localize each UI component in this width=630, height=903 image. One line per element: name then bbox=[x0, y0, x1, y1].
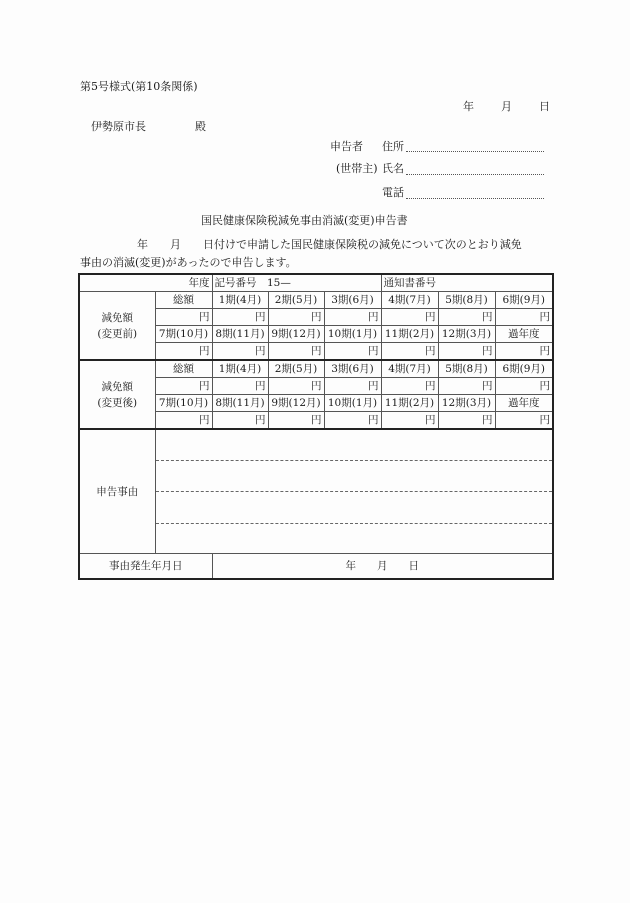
header-cell: 7期(10月) bbox=[155, 395, 212, 412]
amount-cell[interactable]: 円 bbox=[495, 343, 553, 361]
header-cell: 8期(11月) bbox=[212, 326, 268, 343]
amount-cell[interactable]: 円 bbox=[212, 309, 268, 326]
header-cell: 3期(6月) bbox=[324, 292, 381, 309]
notice-number-cell[interactable] bbox=[381, 274, 553, 292]
header-cell: 1期(4月) bbox=[212, 292, 268, 309]
amount-cell[interactable]: 円 bbox=[381, 412, 438, 430]
header-cell: 10期(1月) bbox=[324, 326, 381, 343]
header-cell: 8期(11月) bbox=[212, 395, 268, 412]
amount-cell[interactable]: 円 bbox=[212, 378, 268, 395]
intro-line-2: 事由の消滅(変更)があったので申告します。 bbox=[80, 256, 297, 269]
header-cell: 12期(3月) bbox=[438, 326, 495, 343]
reason-line-3 bbox=[156, 523, 553, 524]
occurrence-date-field[interactable]: 年 月 日 bbox=[212, 554, 553, 580]
amount-cell[interactable]: 円 bbox=[438, 309, 495, 326]
header-cell: 1期(4月) bbox=[212, 360, 268, 378]
amount-cell[interactable]: 円 bbox=[495, 309, 553, 326]
household-label: (世帯主) bbox=[336, 162, 378, 175]
date-month-label: 月 bbox=[501, 100, 512, 113]
amount-cell[interactable]: 円 bbox=[268, 378, 324, 395]
amount-cell[interactable]: 円 bbox=[268, 343, 324, 361]
amount-cell[interactable]: 円 bbox=[324, 378, 381, 395]
amount-cell[interactable]: 円 bbox=[438, 378, 495, 395]
header-cell: 2期(5月) bbox=[268, 360, 324, 378]
amount-cell[interactable]: 円 bbox=[324, 309, 381, 326]
amount-cell[interactable]: 円 bbox=[324, 343, 381, 361]
phone-label: 電話 bbox=[382, 186, 404, 199]
header-cell: 過年度 bbox=[495, 326, 553, 343]
header-cell: 2期(5月) bbox=[268, 292, 324, 309]
amount-cell[interactable]: 円 bbox=[212, 412, 268, 430]
header-cell: 11期(2月) bbox=[381, 326, 438, 343]
header-cell: 9期(12月) bbox=[268, 395, 324, 412]
code-number-cell[interactable] bbox=[212, 274, 381, 292]
after-label: 減免額 (変更後) bbox=[79, 360, 155, 429]
document-title: 国民健康保険税減免事由消滅(変更)申告書 bbox=[201, 214, 408, 227]
header-cell: 9期(12月) bbox=[268, 326, 324, 343]
header-cell: 10期(1月) bbox=[324, 395, 381, 412]
header-cell: 6期(9月) bbox=[495, 360, 553, 378]
applicant-label: 申告者 bbox=[330, 140, 363, 153]
amount-cell[interactable]: 円 bbox=[268, 309, 324, 326]
address-label: 住所 bbox=[382, 140, 404, 153]
name-label: 氏名 bbox=[382, 162, 404, 175]
header-cell: 総額 bbox=[155, 292, 212, 309]
fiscal-year-label: 年度 bbox=[188, 277, 210, 289]
header-cell: 11期(2月) bbox=[381, 395, 438, 412]
amount-cell[interactable]: 円 bbox=[381, 378, 438, 395]
phone-field[interactable] bbox=[406, 198, 544, 199]
header-cell: 3期(6月) bbox=[324, 360, 381, 378]
occurrence-date-label: 事由発生年月日 bbox=[79, 554, 212, 580]
reason-line-1 bbox=[156, 460, 553, 461]
notice-number-label: 通知書番号 bbox=[383, 277, 436, 289]
header-cell: 5期(8月) bbox=[438, 292, 495, 309]
amount-cell[interactable]: 円 bbox=[155, 309, 212, 326]
header-cell: 5期(8月) bbox=[438, 360, 495, 378]
amount-cell[interactable]: 円 bbox=[212, 343, 268, 361]
amount-cell[interactable]: 円 bbox=[381, 343, 438, 361]
header-cell: 総額 bbox=[155, 360, 212, 378]
reason-line-2 bbox=[156, 491, 553, 492]
header-cell: 7期(10月) bbox=[155, 326, 212, 343]
code-number-label: 記号番号 15— bbox=[214, 277, 291, 289]
date-year-label: 年 bbox=[463, 100, 474, 113]
form-number: 第5号様式(第10条関係) bbox=[80, 80, 198, 93]
header-cell: 6期(9月) bbox=[495, 292, 553, 309]
header-cell: 過年度 bbox=[495, 395, 553, 412]
address-field[interactable] bbox=[406, 151, 544, 152]
intro-line-1: 年 月 日付けで申請した国民健康保険税の減免について次のとおり減免 bbox=[137, 238, 522, 251]
amount-cell[interactable]: 円 bbox=[155, 412, 212, 430]
header-cell: 4期(7月) bbox=[381, 292, 438, 309]
amount-cell[interactable]: 円 bbox=[438, 412, 495, 430]
amount-cell[interactable]: 円 bbox=[438, 343, 495, 361]
amount-cell[interactable]: 円 bbox=[268, 412, 324, 430]
amount-cell[interactable]: 円 bbox=[155, 343, 212, 361]
header-cell: 12期(3月) bbox=[438, 395, 495, 412]
honorific: 殿 bbox=[195, 120, 206, 133]
amount-cell[interactable]: 円 bbox=[381, 309, 438, 326]
name-field[interactable] bbox=[406, 174, 544, 175]
addressee: 伊勢原市長 bbox=[91, 120, 146, 133]
amount-cell[interactable]: 円 bbox=[324, 412, 381, 430]
amount-cell[interactable]: 円 bbox=[495, 412, 553, 430]
reduction-table bbox=[78, 273, 554, 580]
header-cell: 4期(7月) bbox=[381, 360, 438, 378]
reason-label: 申告事由 bbox=[79, 429, 155, 554]
before-label: 減免額 (変更前) bbox=[79, 292, 155, 361]
date-day-label: 日 bbox=[539, 100, 550, 113]
reason-field[interactable] bbox=[155, 429, 553, 554]
fiscal-year-cell[interactable] bbox=[79, 274, 212, 292]
amount-cell[interactable]: 円 bbox=[155, 378, 212, 395]
amount-cell[interactable]: 円 bbox=[495, 378, 553, 395]
